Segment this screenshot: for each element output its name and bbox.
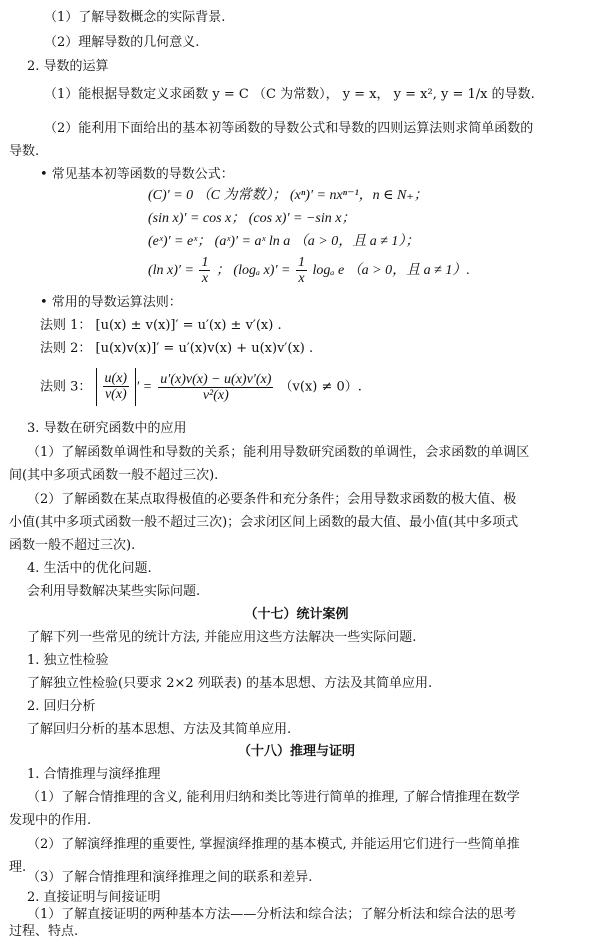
bullet-heading: • 常见基本初等函数的导数公式： xyxy=(40,167,234,182)
section-heading: 1. 合情推理与演绎推理 xyxy=(27,767,161,782)
text-line: （2）了解演绎推理的重要性, 掌握演绎推理的基本模式, 并能运用它们进行一些简单推 xyxy=(27,837,520,852)
rule-label: 法则 3： xyxy=(40,379,92,395)
text-line: （1）了解合情推理的含义, 能利用归纳和类比等进行简单的推理, 了解合情推理在数学 xyxy=(27,790,520,805)
text-line: （2）了解函数在某点取得极值的必要条件和充分条件；会用导数求函数的极大值、极 xyxy=(27,492,517,507)
text-line: 会利用导数解决某些实际问题. xyxy=(27,584,201,599)
text-line: （2）理解导数的几何意义. xyxy=(44,35,200,50)
denominator: x xyxy=(298,271,305,287)
formula-line: (sin x)′ = cos x； (cos x)′ = −sin x； xyxy=(148,211,356,226)
fraction xyxy=(296,255,307,286)
formula-line: (C)′ = 0 （C 为常数）； (xⁿ)′ = nxⁿ⁻¹，n ∈ N₊； xyxy=(148,188,428,203)
text-line: 发现中的作用. xyxy=(9,813,92,828)
text-line: （1）了解导数概念的实际背景. xyxy=(44,10,226,25)
text-line: 过程、特点. xyxy=(9,924,79,939)
text-line: 间(其中多项式函数一般不超过三次). xyxy=(9,468,219,483)
numerator: 1 xyxy=(297,255,305,271)
text-line: 了解回归分析的基本思想、方法及其简单应用. xyxy=(27,722,292,737)
fraction xyxy=(103,371,130,402)
rule-3-line xyxy=(40,368,362,407)
numerator: u′(x)v(x) − u(x)v′(x) xyxy=(160,371,272,387)
section-heading: 2. 回归分析 xyxy=(27,699,96,714)
denominator: v²(x) xyxy=(202,387,229,403)
section-heading: 2. 直接证明与间接证明 xyxy=(27,890,161,905)
formula-text: (ln x)′ = xyxy=(148,263,194,278)
section-heading: 1. 独立性检验 xyxy=(27,653,109,668)
text-line: （1）了解函数单调性和导数的关系；能利用导数研究函数的单调性，会求函数的单调区 xyxy=(27,445,530,460)
text-line: （2）能利用下面给出的基本初等函数的导数公式和导数的四则运算法则求简单函数的 xyxy=(44,121,534,136)
bullet-heading: • 常用的导数运算法则： xyxy=(40,295,182,310)
formula-text: logₐ e （a > 0，且 a ≠ 1）. xyxy=(312,263,470,278)
section-heading: 3. 导数在研究函数中的应用 xyxy=(27,421,187,436)
condition-text: （v(x) ≠ 0）. xyxy=(279,379,362,395)
text-line: 函数一般不超过三次). xyxy=(9,538,136,553)
chapter-heading: （十七）统计案例 xyxy=(244,607,349,622)
section-heading: 2. 导数的运算 xyxy=(27,59,109,74)
denominator: x xyxy=(201,271,209,287)
equals-sign: ′ = xyxy=(136,379,153,395)
formula-line: (eˣ)′ = eˣ； (aˣ)′ = aˣ ln a （a > 0，且 a ≠ 1）； xyxy=(148,234,420,249)
text-line: （1）能根据导数定义求函数 y = C （C 为常数）， y = x， y = x², y = 1/x 的导数. xyxy=(44,87,535,102)
formula-text: ； (logₐ x)′ = xyxy=(215,263,291,278)
text-line: 理. xyxy=(9,860,27,875)
denominator: v(x) xyxy=(104,387,127,403)
section-heading: 4. 生活中的优化问题. xyxy=(27,561,152,576)
numerator: 1 xyxy=(201,255,209,271)
text-line: （1）了解直接证明的两种基本方法——分析法和综合法；了解分析法和综合法的思考 xyxy=(27,907,517,922)
fraction xyxy=(199,255,210,286)
numerator: u(x) xyxy=(104,371,128,387)
text-line: 导数. xyxy=(9,144,40,159)
chapter-heading: （十八）推理与证明 xyxy=(237,744,355,759)
text-line: 了解下列一些常见的统计方法, 并能应用这些方法解决一些实际问题. xyxy=(27,630,417,645)
rule-line: 法则 2： [u(x)v(x)]′ = u′(x)v(x) + u(x)v′(x) . xyxy=(40,341,314,356)
bracket-fraction xyxy=(96,368,137,406)
text-line: 了解独立性检验(只要求 2×2 列联表) 的基本思想、方法及其简单应用. xyxy=(27,676,433,691)
formula-line-log xyxy=(148,253,470,289)
text-line: （3）了解合情推理和演绎推理之间的联系和差异. xyxy=(27,870,313,885)
fraction xyxy=(158,372,273,403)
text-line: 小值(其中多项式函数一般不超过三次)；会求闭区间上函数的最大值、最小值(其中多项式 xyxy=(9,515,519,530)
rule-line: 法则 1： [u(x) ± v(x)]′ = u′(x) ± v′(x) . xyxy=(40,318,282,333)
